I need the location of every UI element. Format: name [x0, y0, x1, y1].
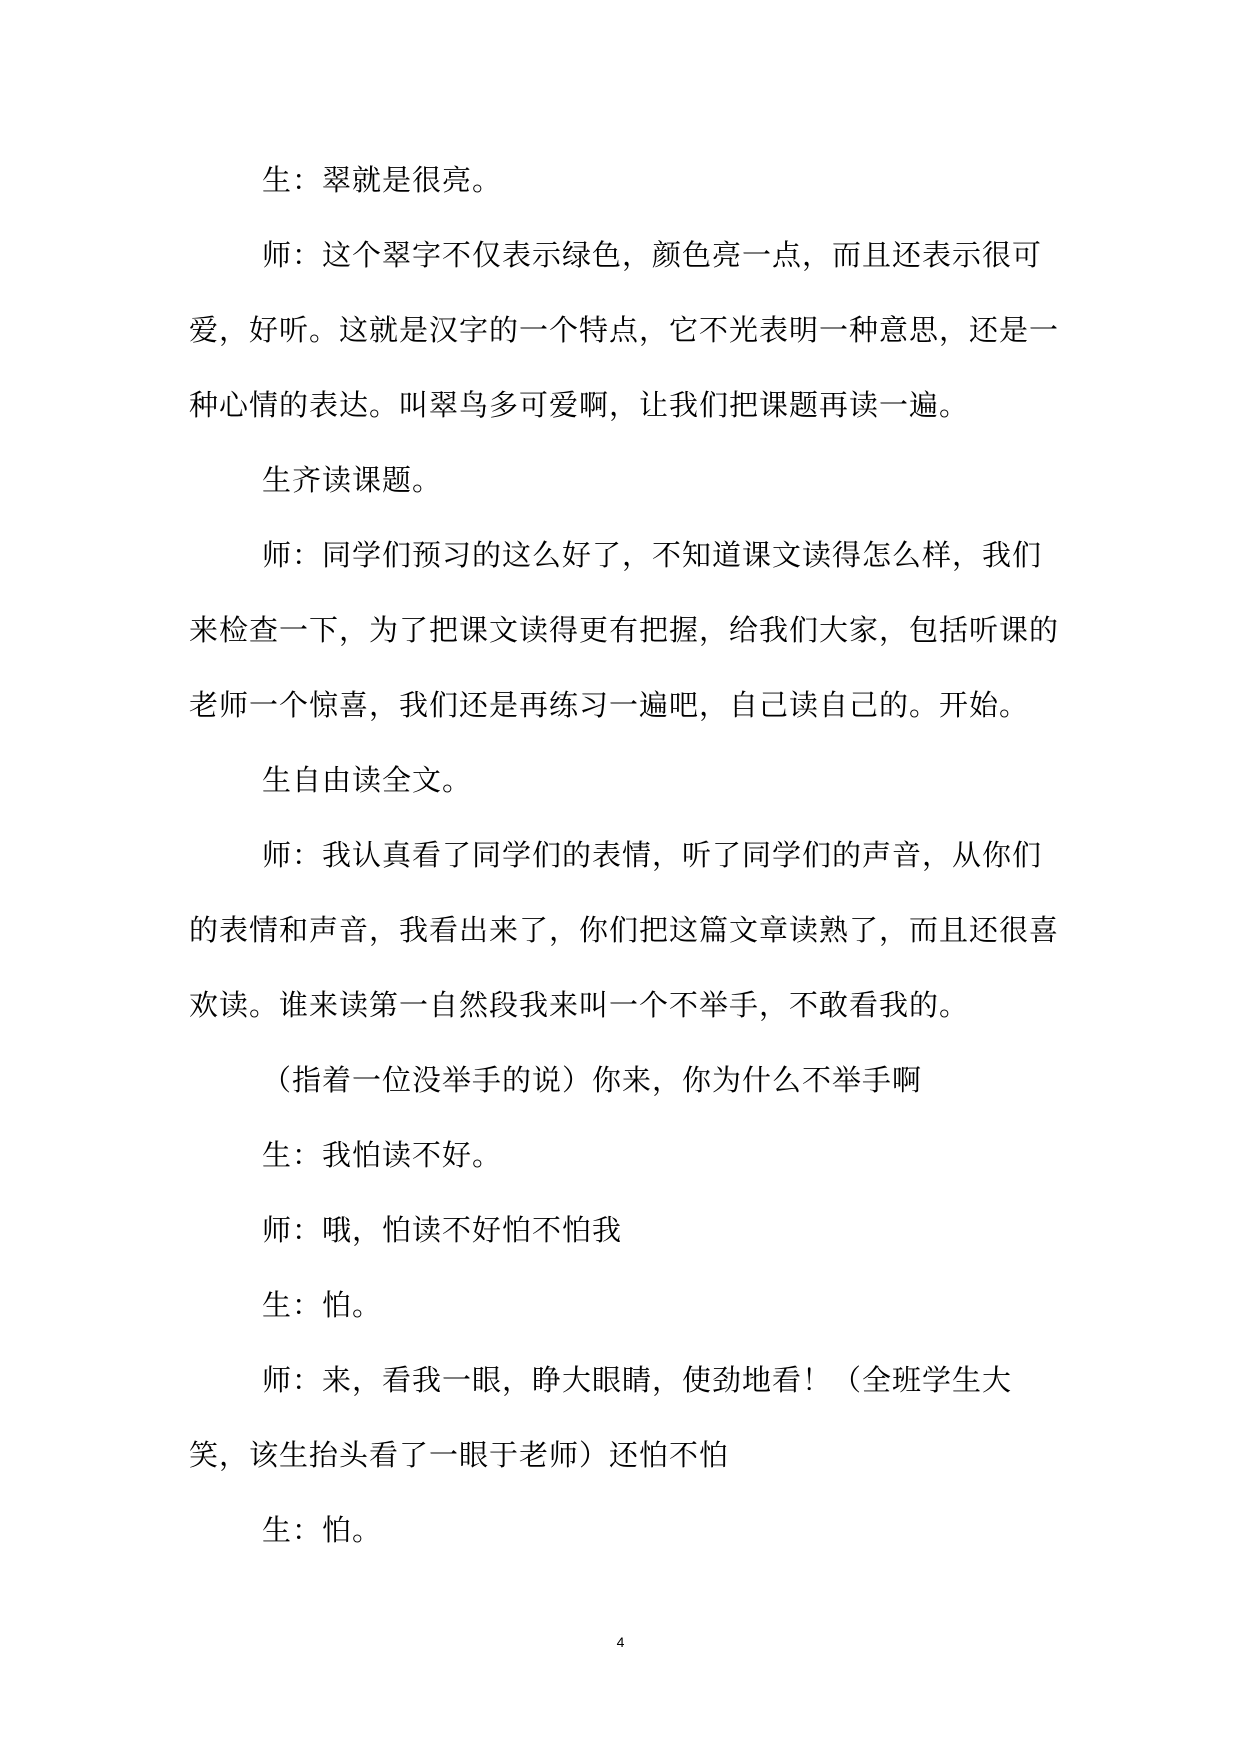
paragraph: 生：怕。	[262, 1513, 383, 1547]
paragraph: 生：我怕读不好。	[262, 1138, 503, 1172]
paragraph: 师：来，看我一眼，睁大眼睛，使劲地看！（全班学生大笑，该生抬头看了一眼于老师）还怕不怕	[189, 1363, 1013, 1472]
paragraph: 生齐读课题。	[262, 463, 443, 497]
paragraph: 师：哦，怕读不好怕不怕我	[262, 1213, 623, 1247]
paragraph: 师：这个翠字不仅表示绿色，颜色亮一点，而且还表示很可爱，好听。这就是汉字的一个特点，它不光表明一种意思，还是一种心情的表达。叫翠鸟多可爱啊，让我们把课题再读一遍。	[189, 238, 1060, 422]
page-number: 4	[616, 1634, 625, 1650]
paragraph: 师：同学们预习的这么好了，不知道课文读得怎么样，我们来检查一下，为了把课文读得更有把握，给我们大家，包括听课的老师一个惊喜，我们还是再练习一遍吧，自己读自己的。开始。	[189, 538, 1060, 722]
document-body	[189, 143, 1069, 1568]
paragraph: 师：我认真看了同学们的表情，听了同学们的声音，从你们的表情和声音，我看出来了，你们把这篇文章读熟了，而且还很喜欢读。谁来读第一自然段我来叫一个不举手，不敢看我的。	[189, 838, 1060, 1022]
paragraph: 生自由读全文。	[262, 763, 473, 797]
paragraph: 生：翠就是很亮。	[262, 163, 503, 197]
paragraph: 生：怕。	[262, 1288, 383, 1322]
paragraph: （指着一位没举手的说）你来，你为什么不举手啊	[262, 1063, 923, 1097]
